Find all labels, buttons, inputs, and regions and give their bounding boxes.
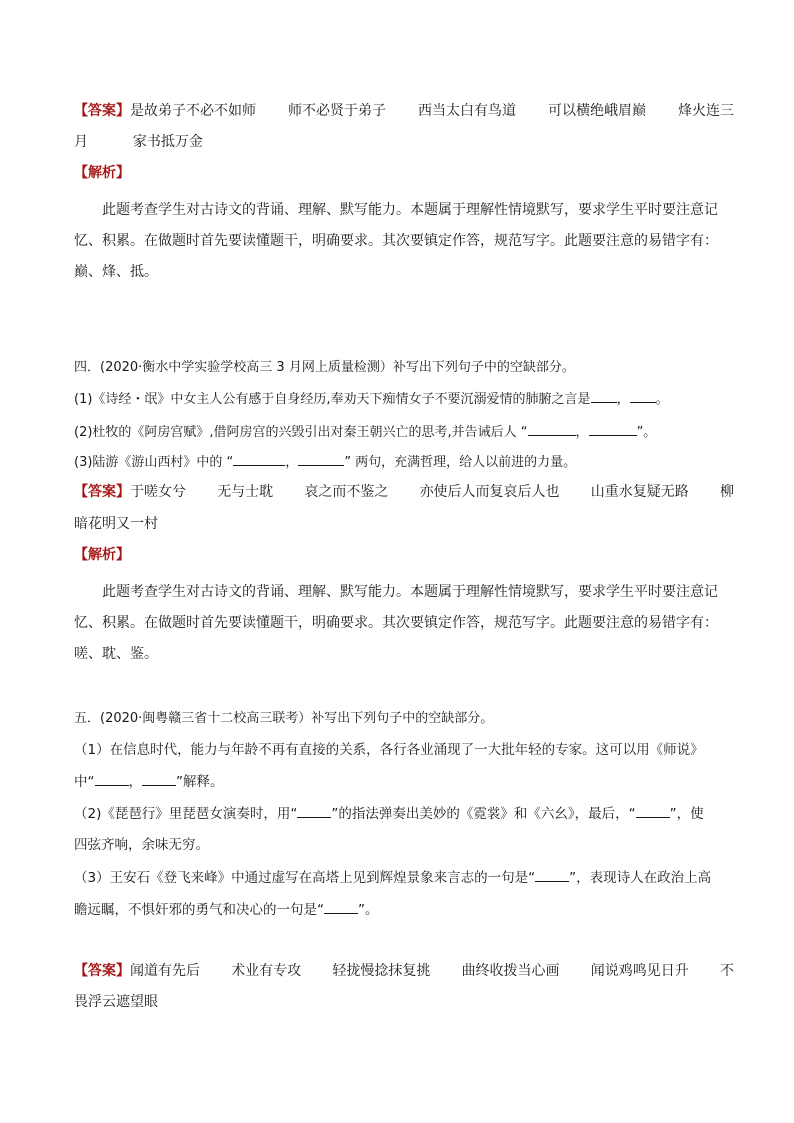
- analysis-text: 忆、积累。在做题时首先要读懂题干，明确要求。其次要镇定作答，规范写字。此题要注意的易错字有：: [74, 233, 718, 249]
- answer-text: 烽火连三: [678, 103, 734, 119]
- answer-text: 哀之而不鉴之: [304, 484, 389, 500]
- fill-blank: [298, 451, 344, 466]
- question-item: [74, 899, 734, 920]
- question-item-text: ，: [616, 392, 630, 407]
- answer-text: 轻拢慢捻抹复挑: [332, 963, 431, 979]
- fill-blank: [297, 803, 331, 818]
- answer-text: 可以横绝峨眉巅: [548, 103, 646, 119]
- answer-text: 闻道有先后: [130, 963, 200, 979]
- fill-blank: [591, 388, 617, 403]
- fill-blank: [324, 899, 358, 914]
- question-item-text: 瞻远瞩，不惧奸邪的勇气和决心的一句是“: [74, 902, 324, 918]
- question-item-text: (3)陆游《游山西村》中的 “: [74, 455, 234, 470]
- analysis-heading: [74, 545, 734, 565]
- answer-text: 曲终收拨当心画: [461, 963, 560, 979]
- answer-text: 无与士耽: [217, 484, 274, 500]
- answer-text: 西当太白有鸟道: [418, 103, 516, 119]
- answer-text: 不: [719, 963, 734, 979]
- answer-text: 家书抵万金: [132, 134, 203, 150]
- answer-text: 于嗟女兮: [130, 484, 186, 500]
- question-item-text: ”，使: [669, 806, 704, 822]
- question-title: 四．(2020·衡水中学实验学校高三 3 月网上质量检测）补写出下列句子中的空缺部分。: [74, 360, 575, 375]
- answer-text: 柳: [719, 484, 734, 500]
- answer-text: 畏浮云遮望眼: [74, 994, 158, 1010]
- question-item-text: （2)《琵琶行》里琵琶女演奏时，用“: [74, 806, 298, 822]
- fill-blank: [528, 421, 576, 436]
- fill-blank: [589, 421, 637, 436]
- question-item: [74, 451, 734, 473]
- answer-text: 亦使后人而复哀后人也: [419, 484, 560, 500]
- question-item-text: ”解释。: [176, 774, 224, 790]
- question-item-text: ，: [285, 455, 299, 470]
- analysis-text: 嗟、耽、鉴。: [74, 646, 158, 662]
- answer-line: [74, 101, 734, 121]
- question-item: [74, 803, 734, 824]
- question-item-text: (2)杜牧的《阿房宫赋》,借阿房宫的兴毁引出对秦王朝兴亡的思考,并告诫后人 “: [74, 425, 528, 440]
- answer-text: 月: [74, 134, 88, 150]
- question-item: [74, 421, 734, 443]
- question-item-text: 中“: [74, 774, 95, 790]
- answer-text: 山重水复疑无路: [590, 484, 689, 500]
- analysis-text: 巅、烽、抵。: [74, 264, 158, 280]
- answer-tag: 【答案】: [74, 963, 130, 979]
- answer-line: [74, 482, 734, 502]
- question-item-text: ” 两句，充满哲理，给人以前进的力量。: [344, 455, 577, 470]
- question-item: [74, 771, 734, 792]
- question-item-text: (1)《诗经・氓》中女主人公有感于自身经历,奉劝天下痴情女子不要沉溺爱情的肺腑之言是: [74, 392, 591, 407]
- question-item-text: ”。: [358, 902, 379, 918]
- analysis-tag: 【解析】: [74, 547, 130, 563]
- answer-text: 是故弟子不必不如师: [130, 103, 256, 119]
- answer-tag: 【答案】: [74, 103, 130, 119]
- analysis-tag: 【解析】: [74, 165, 130, 181]
- fill-blank: [636, 803, 670, 818]
- analysis-text: 此题考查学生对古诗文的背诵、理解、默写能力。本题属于理解性情境默写，要求学生平时要注意记: [102, 584, 718, 600]
- question-item-text: ，: [575, 425, 589, 440]
- question-item-text: ，: [128, 774, 142, 790]
- answer-line: [74, 132, 734, 152]
- answer-text: 术业有专攻: [231, 963, 302, 979]
- answer-text: 闻说鸡鸣见日升: [590, 963, 689, 979]
- question-item: 四弦齐响，余味无穷。: [74, 837, 209, 853]
- fill-blank: [95, 771, 129, 786]
- question-title: 五．(2020·闽粤赣三省十二校高三联考）补写出下列句子中的空缺部分。: [74, 711, 494, 726]
- question-item-text: ”。: [636, 425, 657, 440]
- analysis-text: 忆、积累。在做题时首先要读懂题干，明确要求。其次要镇定作答，规范写字。此题要注意的易错字有：: [74, 615, 718, 631]
- fill-blank: [142, 771, 176, 786]
- fill-blank: [535, 867, 569, 882]
- fill-blank: [630, 388, 656, 403]
- question-item-text: ”的指法弹奏出美妙的《霓裳》和《六幺》，最后，“: [331, 806, 636, 822]
- question-item-text: （3）王安石《登飞来峰》中通过虚写在高塔上见到辉煌景象来言志的一句是“: [74, 870, 536, 886]
- answer-line: [74, 961, 734, 981]
- answer-tag: 【答案】: [74, 484, 130, 500]
- question-item: （1）在信息时代，能力与年龄不再有直接的关系，各行各业涌现了一大批年轻的专家。这可以用《师说》: [74, 742, 704, 758]
- question-item: [74, 867, 734, 888]
- analysis-text: 此题考查学生对古诗文的背诵、理解、默写能力。本题属于理解性情境默写，要求学生平时要注意记: [102, 202, 718, 218]
- analysis-heading: [74, 163, 734, 183]
- answer-text: 暗花明又一村: [74, 516, 158, 532]
- question-item: [74, 388, 734, 410]
- question-item-text: ”，表现诗人在政治上高: [569, 870, 712, 886]
- answer-text: 师不必贤于弟子: [288, 103, 386, 119]
- fill-blank: [233, 451, 285, 466]
- question-item-text: 。: [655, 392, 669, 407]
